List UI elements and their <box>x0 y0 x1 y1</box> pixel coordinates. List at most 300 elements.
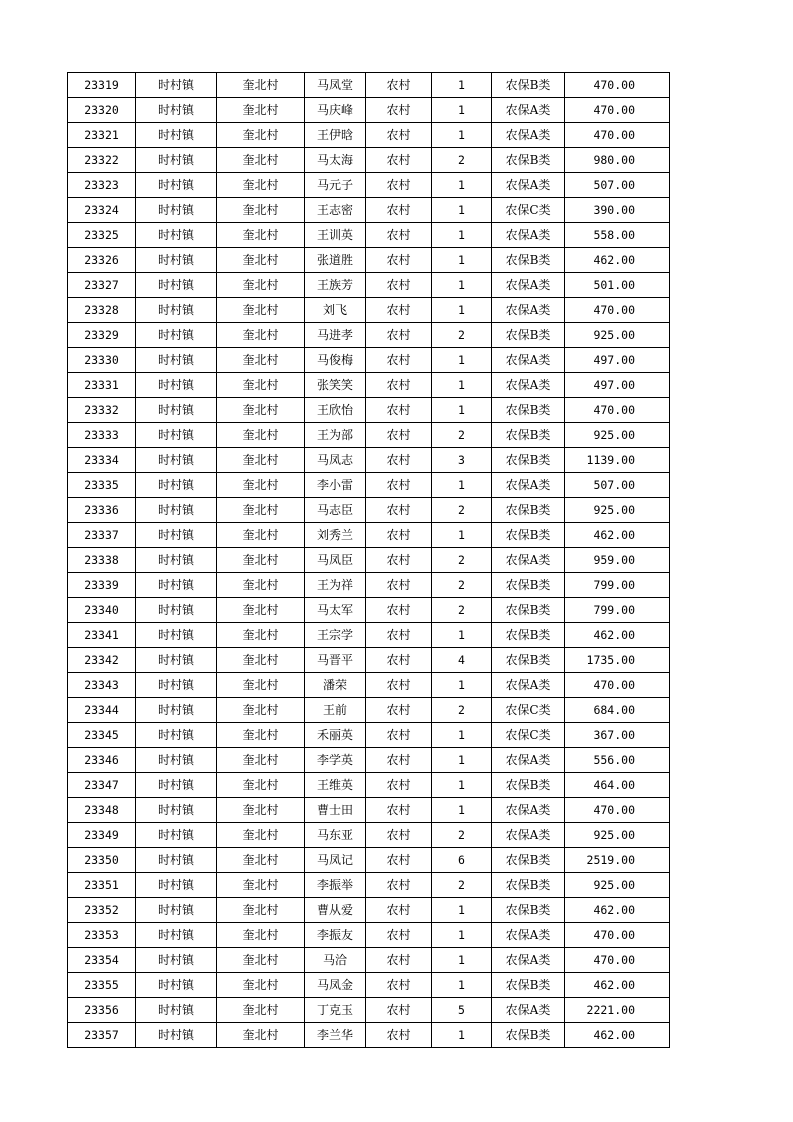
person-name-cell: 张道胜 <box>305 248 366 273</box>
person-name-cell: 王伊晗 <box>305 123 366 148</box>
amount-cell: 390.00 <box>565 198 670 223</box>
village-cell: 奎北村 <box>217 948 305 973</box>
insurance-category-cell: 农保A类 <box>492 673 565 698</box>
record-id-cell: 23331 <box>68 373 136 398</box>
town-cell: 时村镇 <box>136 98 217 123</box>
village-cell: 奎北村 <box>217 1023 305 1048</box>
member-count-cell: 1 <box>432 373 492 398</box>
town-cell: 时村镇 <box>136 873 217 898</box>
insurance-category-cell: 农保A类 <box>492 748 565 773</box>
town-cell: 时村镇 <box>136 298 217 323</box>
town-cell: 时村镇 <box>136 323 217 348</box>
member-count-cell: 2 <box>432 548 492 573</box>
person-name-cell: 王欣怡 <box>305 398 366 423</box>
record-id-cell: 23335 <box>68 473 136 498</box>
person-name-cell: 刘飞 <box>305 298 366 323</box>
village-cell: 奎北村 <box>217 273 305 298</box>
table-row <box>68 748 670 773</box>
insurance-category-cell: 农保A类 <box>492 473 565 498</box>
village-cell: 奎北村 <box>217 323 305 348</box>
insurance-category-cell: 农保B类 <box>492 848 565 873</box>
amount-cell: 470.00 <box>565 798 670 823</box>
record-id-cell: 23344 <box>68 698 136 723</box>
amount-cell: 464.00 <box>565 773 670 798</box>
record-id-cell: 23324 <box>68 198 136 223</box>
town-cell: 时村镇 <box>136 123 217 148</box>
household-type-cell: 农村 <box>366 773 432 798</box>
town-cell: 时村镇 <box>136 348 217 373</box>
insurance-category-cell: 农保A类 <box>492 173 565 198</box>
member-count-cell: 1 <box>432 948 492 973</box>
household-type-cell: 农村 <box>366 148 432 173</box>
town-cell: 时村镇 <box>136 423 217 448</box>
record-id-cell: 23325 <box>68 223 136 248</box>
table-row <box>68 998 670 1023</box>
member-count-cell: 1 <box>432 223 492 248</box>
town-cell: 时村镇 <box>136 173 217 198</box>
village-cell: 奎北村 <box>217 973 305 998</box>
village-cell: 奎北村 <box>217 748 305 773</box>
person-name-cell: 马东亚 <box>305 823 366 848</box>
member-count-cell: 3 <box>432 448 492 473</box>
table-row <box>68 623 670 648</box>
person-name-cell: 马晋平 <box>305 648 366 673</box>
table-row <box>68 973 670 998</box>
village-cell: 奎北村 <box>217 773 305 798</box>
person-name-cell: 马俊梅 <box>305 348 366 373</box>
insurance-category-cell: 农保B类 <box>492 498 565 523</box>
amount-cell: 470.00 <box>565 298 670 323</box>
town-cell: 时村镇 <box>136 748 217 773</box>
amount-cell: 799.00 <box>565 598 670 623</box>
insurance-category-cell: 农保A类 <box>492 98 565 123</box>
insurance-category-cell: 农保B类 <box>492 598 565 623</box>
person-name-cell: 丁克玉 <box>305 998 366 1023</box>
village-cell: 奎北村 <box>217 998 305 1023</box>
member-count-cell: 1 <box>432 1023 492 1048</box>
household-type-cell: 农村 <box>366 798 432 823</box>
record-id-cell: 23349 <box>68 823 136 848</box>
member-count-cell: 1 <box>432 73 492 98</box>
record-id-cell: 23332 <box>68 398 136 423</box>
member-count-cell: 1 <box>432 298 492 323</box>
town-cell: 时村镇 <box>136 648 217 673</box>
household-type-cell: 农村 <box>366 523 432 548</box>
insurance-category-cell: 农保B类 <box>492 523 565 548</box>
record-id-cell: 23336 <box>68 498 136 523</box>
town-cell: 时村镇 <box>136 698 217 723</box>
table-row <box>68 398 670 423</box>
village-cell: 奎北村 <box>217 698 305 723</box>
person-name-cell: 马凤堂 <box>305 73 366 98</box>
record-id-cell: 23339 <box>68 573 136 598</box>
insurance-category-cell: 农保A类 <box>492 948 565 973</box>
record-id-cell: 23326 <box>68 248 136 273</box>
amount-cell: 462.00 <box>565 1023 670 1048</box>
table-row <box>68 498 670 523</box>
household-type-cell: 农村 <box>366 298 432 323</box>
record-id-cell: 23353 <box>68 923 136 948</box>
table-row <box>68 648 670 673</box>
record-id-cell: 23322 <box>68 148 136 173</box>
person-name-cell: 王为部 <box>305 423 366 448</box>
insurance-category-cell: 农保A类 <box>492 998 565 1023</box>
member-count-cell: 1 <box>432 723 492 748</box>
household-type-cell: 农村 <box>366 673 432 698</box>
household-type-cell: 农村 <box>366 198 432 223</box>
table-row <box>68 473 670 498</box>
amount-cell: 462.00 <box>565 623 670 648</box>
town-cell: 时村镇 <box>136 798 217 823</box>
record-id-cell: 23338 <box>68 548 136 573</box>
table-row <box>68 348 670 373</box>
household-type-cell: 农村 <box>366 548 432 573</box>
town-cell: 时村镇 <box>136 723 217 748</box>
table-row <box>68 823 670 848</box>
insurance-category-cell: 农保A类 <box>492 123 565 148</box>
household-type-cell: 农村 <box>366 473 432 498</box>
village-cell: 奎北村 <box>217 598 305 623</box>
member-count-cell: 2 <box>432 573 492 598</box>
member-count-cell: 1 <box>432 273 492 298</box>
person-name-cell: 王为祥 <box>305 573 366 598</box>
village-cell: 奎北村 <box>217 348 305 373</box>
household-type-cell: 农村 <box>366 223 432 248</box>
town-cell: 时村镇 <box>136 848 217 873</box>
record-id-cell: 23323 <box>68 173 136 198</box>
record-id-cell: 23356 <box>68 998 136 1023</box>
town-cell: 时村镇 <box>136 448 217 473</box>
town-cell: 时村镇 <box>136 73 217 98</box>
town-cell: 时村镇 <box>136 548 217 573</box>
insurance-category-cell: 农保B类 <box>492 973 565 998</box>
village-cell: 奎北村 <box>217 398 305 423</box>
village-cell: 奎北村 <box>217 498 305 523</box>
table-row <box>68 723 670 748</box>
town-cell: 时村镇 <box>136 823 217 848</box>
insurance-category-cell: 农保C类 <box>492 698 565 723</box>
insurance-category-cell: 农保A类 <box>492 298 565 323</box>
member-count-cell: 2 <box>432 498 492 523</box>
household-type-cell: 农村 <box>366 248 432 273</box>
person-name-cell: 马洽 <box>305 948 366 973</box>
member-count-cell: 1 <box>432 473 492 498</box>
person-name-cell: 张笑笑 <box>305 373 366 398</box>
village-cell: 奎北村 <box>217 548 305 573</box>
household-type-cell: 农村 <box>366 998 432 1023</box>
amount-cell: 507.00 <box>565 473 670 498</box>
amount-cell: 367.00 <box>565 723 670 748</box>
member-count-cell: 1 <box>432 798 492 823</box>
household-type-cell: 农村 <box>366 923 432 948</box>
amount-cell: 462.00 <box>565 973 670 998</box>
household-type-cell: 农村 <box>366 898 432 923</box>
household-type-cell: 农村 <box>366 423 432 448</box>
insurance-category-cell: 农保B类 <box>492 73 565 98</box>
table-row <box>68 148 670 173</box>
town-cell: 时村镇 <box>136 248 217 273</box>
table-row <box>68 548 670 573</box>
person-name-cell: 马凤臣 <box>305 548 366 573</box>
insurance-category-cell: 农保B类 <box>492 898 565 923</box>
insurance-category-cell: 农保A类 <box>492 823 565 848</box>
household-type-cell: 农村 <box>366 123 432 148</box>
table-row <box>68 373 670 398</box>
table-row <box>68 873 670 898</box>
household-type-cell: 农村 <box>366 748 432 773</box>
village-cell: 奎北村 <box>217 473 305 498</box>
table-row <box>68 223 670 248</box>
town-cell: 时村镇 <box>136 398 217 423</box>
amount-cell: 470.00 <box>565 98 670 123</box>
table-row <box>68 898 670 923</box>
household-type-cell: 农村 <box>366 448 432 473</box>
table-row <box>68 423 670 448</box>
household-type-cell: 农村 <box>366 173 432 198</box>
record-id-cell: 23321 <box>68 123 136 148</box>
village-cell: 奎北村 <box>217 823 305 848</box>
member-count-cell: 1 <box>432 348 492 373</box>
member-count-cell: 1 <box>432 523 492 548</box>
member-count-cell: 1 <box>432 248 492 273</box>
person-name-cell: 刘秀兰 <box>305 523 366 548</box>
household-type-cell: 农村 <box>366 273 432 298</box>
person-name-cell: 王训英 <box>305 223 366 248</box>
member-count-cell: 2 <box>432 873 492 898</box>
village-cell: 奎北村 <box>217 723 305 748</box>
person-name-cell: 王族芳 <box>305 273 366 298</box>
household-type-cell: 农村 <box>366 598 432 623</box>
town-cell: 时村镇 <box>136 148 217 173</box>
table-row <box>68 798 670 823</box>
village-cell: 奎北村 <box>217 623 305 648</box>
member-count-cell: 1 <box>432 673 492 698</box>
table-row <box>68 773 670 798</box>
household-type-cell: 农村 <box>366 573 432 598</box>
household-type-cell: 农村 <box>366 823 432 848</box>
member-count-cell: 5 <box>432 998 492 1023</box>
table-row <box>68 323 670 348</box>
town-cell: 时村镇 <box>136 523 217 548</box>
insurance-category-cell: 农保A类 <box>492 798 565 823</box>
person-name-cell: 王维英 <box>305 773 366 798</box>
member-count-cell: 1 <box>432 898 492 923</box>
insurance-category-cell: 农保B类 <box>492 398 565 423</box>
insurance-category-cell: 农保A类 <box>492 223 565 248</box>
insurance-category-cell: 农保B类 <box>492 573 565 598</box>
town-cell: 时村镇 <box>136 773 217 798</box>
amount-cell: 470.00 <box>565 673 670 698</box>
town-cell: 时村镇 <box>136 998 217 1023</box>
amount-cell: 925.00 <box>565 323 670 348</box>
table-row <box>68 573 670 598</box>
person-name-cell: 王宗学 <box>305 623 366 648</box>
record-id-cell: 23345 <box>68 723 136 748</box>
village-cell: 奎北村 <box>217 373 305 398</box>
amount-cell: 507.00 <box>565 173 670 198</box>
member-count-cell: 2 <box>432 698 492 723</box>
household-type-cell: 农村 <box>366 623 432 648</box>
amount-cell: 1139.00 <box>565 448 670 473</box>
person-name-cell: 马太海 <box>305 148 366 173</box>
record-id-cell: 23327 <box>68 273 136 298</box>
member-count-cell: 1 <box>432 623 492 648</box>
insurance-category-cell: 农保A类 <box>492 273 565 298</box>
amount-cell: 2519.00 <box>565 848 670 873</box>
amount-cell: 2221.00 <box>565 998 670 1023</box>
insurance-category-cell: 农保A类 <box>492 348 565 373</box>
insurance-category-cell: 农保A类 <box>492 923 565 948</box>
household-type-cell: 农村 <box>366 698 432 723</box>
insurance-category-cell: 农保B类 <box>492 1023 565 1048</box>
town-cell: 时村镇 <box>136 498 217 523</box>
record-id-cell: 23352 <box>68 898 136 923</box>
amount-cell: 470.00 <box>565 948 670 973</box>
village-cell: 奎北村 <box>217 898 305 923</box>
record-id-cell: 23347 <box>68 773 136 798</box>
village-cell: 奎北村 <box>217 648 305 673</box>
village-cell: 奎北村 <box>217 873 305 898</box>
record-id-cell: 23354 <box>68 948 136 973</box>
member-count-cell: 2 <box>432 148 492 173</box>
person-name-cell: 李振举 <box>305 873 366 898</box>
village-cell: 奎北村 <box>217 198 305 223</box>
village-cell: 奎北村 <box>217 173 305 198</box>
record-id-cell: 23357 <box>68 1023 136 1048</box>
town-cell: 时村镇 <box>136 1023 217 1048</box>
village-cell: 奎北村 <box>217 98 305 123</box>
amount-cell: 470.00 <box>565 73 670 98</box>
table-row <box>68 248 670 273</box>
amount-cell: 497.00 <box>565 348 670 373</box>
village-cell: 奎北村 <box>217 448 305 473</box>
amount-cell: 980.00 <box>565 148 670 173</box>
town-cell: 时村镇 <box>136 973 217 998</box>
household-type-cell: 农村 <box>366 348 432 373</box>
member-count-cell: 1 <box>432 123 492 148</box>
record-id-cell: 23319 <box>68 73 136 98</box>
record-id-cell: 23348 <box>68 798 136 823</box>
household-type-cell: 农村 <box>366 398 432 423</box>
town-cell: 时村镇 <box>136 473 217 498</box>
amount-cell: 959.00 <box>565 548 670 573</box>
amount-cell: 925.00 <box>565 498 670 523</box>
village-cell: 奎北村 <box>217 423 305 448</box>
village-cell: 奎北村 <box>217 248 305 273</box>
amount-cell: 799.00 <box>565 573 670 598</box>
amount-cell: 470.00 <box>565 398 670 423</box>
record-id-cell: 23333 <box>68 423 136 448</box>
record-id-cell: 23355 <box>68 973 136 998</box>
amount-cell: 462.00 <box>565 248 670 273</box>
amount-cell: 925.00 <box>565 873 670 898</box>
village-cell: 奎北村 <box>217 923 305 948</box>
record-id-cell: 23342 <box>68 648 136 673</box>
household-type-cell: 农村 <box>366 1023 432 1048</box>
town-cell: 时村镇 <box>136 923 217 948</box>
record-id-cell: 23334 <box>68 448 136 473</box>
record-id-cell: 23351 <box>68 873 136 898</box>
record-id-cell: 23346 <box>68 748 136 773</box>
village-cell: 奎北村 <box>217 573 305 598</box>
household-type-cell: 农村 <box>366 848 432 873</box>
member-count-cell: 1 <box>432 398 492 423</box>
person-name-cell: 王志密 <box>305 198 366 223</box>
amount-cell: 462.00 <box>565 523 670 548</box>
table-row <box>68 298 670 323</box>
village-cell: 奎北村 <box>217 123 305 148</box>
household-type-cell: 农村 <box>366 98 432 123</box>
member-count-cell: 2 <box>432 598 492 623</box>
village-cell: 奎北村 <box>217 798 305 823</box>
amount-cell: 497.00 <box>565 373 670 398</box>
village-cell: 奎北村 <box>217 298 305 323</box>
town-cell: 时村镇 <box>136 598 217 623</box>
insurance-category-cell: 农保C类 <box>492 198 565 223</box>
table-row <box>68 198 670 223</box>
person-name-cell: 李振友 <box>305 923 366 948</box>
amount-cell: 470.00 <box>565 123 670 148</box>
amount-cell: 556.00 <box>565 748 670 773</box>
household-type-cell: 农村 <box>366 498 432 523</box>
member-count-cell: 1 <box>432 923 492 948</box>
town-cell: 时村镇 <box>136 623 217 648</box>
record-id-cell: 23320 <box>68 98 136 123</box>
member-count-cell: 1 <box>432 98 492 123</box>
table-row <box>68 173 670 198</box>
member-count-cell: 1 <box>432 773 492 798</box>
household-type-cell: 农村 <box>366 948 432 973</box>
person-name-cell: 潘荣 <box>305 673 366 698</box>
records-table <box>67 72 670 1048</box>
record-id-cell: 23340 <box>68 598 136 623</box>
table-row <box>68 98 670 123</box>
town-cell: 时村镇 <box>136 898 217 923</box>
insurance-category-cell: 农保B类 <box>492 423 565 448</box>
insurance-category-cell: 农保A类 <box>492 373 565 398</box>
record-id-cell: 23329 <box>68 323 136 348</box>
person-name-cell: 禾丽英 <box>305 723 366 748</box>
amount-cell: 470.00 <box>565 923 670 948</box>
record-id-cell: 23343 <box>68 673 136 698</box>
table-row <box>68 123 670 148</box>
town-cell: 时村镇 <box>136 223 217 248</box>
insurance-category-cell: 农保B类 <box>492 648 565 673</box>
town-cell: 时村镇 <box>136 673 217 698</box>
town-cell: 时村镇 <box>136 948 217 973</box>
person-name-cell: 李学英 <box>305 748 366 773</box>
member-count-cell: 1 <box>432 748 492 773</box>
member-count-cell: 1 <box>432 173 492 198</box>
table-row <box>68 1023 670 1048</box>
person-name-cell: 马庆峰 <box>305 98 366 123</box>
person-name-cell: 李小雷 <box>305 473 366 498</box>
amount-cell: 462.00 <box>565 898 670 923</box>
village-cell: 奎北村 <box>217 148 305 173</box>
person-name-cell: 马志臣 <box>305 498 366 523</box>
village-cell: 奎北村 <box>217 848 305 873</box>
insurance-category-cell: 农保C类 <box>492 723 565 748</box>
member-count-cell: 1 <box>432 973 492 998</box>
amount-cell: 684.00 <box>565 698 670 723</box>
amount-cell: 558.00 <box>565 223 670 248</box>
person-name-cell: 马太军 <box>305 598 366 623</box>
amount-cell: 501.00 <box>565 273 670 298</box>
member-count-cell: 4 <box>432 648 492 673</box>
record-id-cell: 23350 <box>68 848 136 873</box>
person-name-cell: 马元子 <box>305 173 366 198</box>
insurance-category-cell: 农保A类 <box>492 548 565 573</box>
